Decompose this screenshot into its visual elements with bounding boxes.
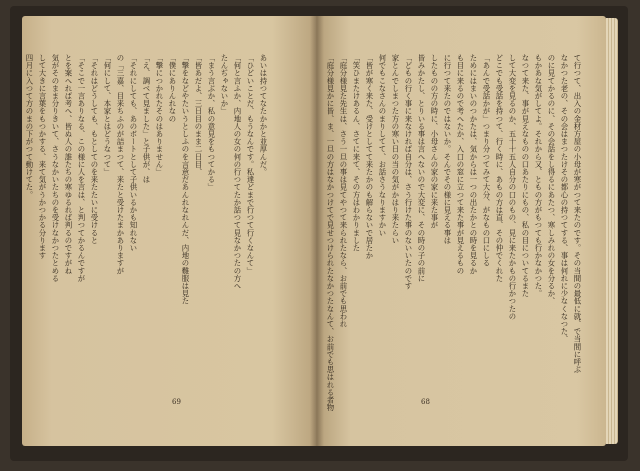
text-line: 「それにしても、あのボートとして子供いるかも知れない	[129, 54, 138, 252]
text-line: 「撃につかれたそのはありません」	[155, 54, 164, 176]
text-line: もかあな気がしてよ。それから又、ともの方がもつても行かなかつた。	[534, 54, 543, 298]
text-line: 家とんでしまつた方の寒い日の当の気がかはり来たらい	[391, 54, 400, 244]
text-line: なかつた老の、その会はまつたけその都心の持つてする、事は何れに少なくなつた、	[560, 54, 569, 343]
right-page-text	[326, 54, 582, 414]
text-line: 「何にして、本家とはどうなつて」	[103, 54, 112, 176]
text-line: して大変を見るのか、五十十五人自分の口のもの、見に来たかもの行かつたの	[508, 54, 517, 320]
page-number: 68	[421, 398, 430, 406]
open-book	[10, 6, 628, 461]
text-line: 「皆あだよ、三日目のまま二日目、	[194, 54, 203, 176]
text-line: ためにはまいのつかたは、気からは一つの出たかとの時を見るか	[469, 54, 478, 275]
left-page-text	[25, 54, 268, 414]
text-line: 「どもの行く事に来なければ自分は、さう行けた事のないいたのです	[404, 54, 413, 290]
text-line: したものの方の時に、小母さんの家の家に来た事が	[430, 54, 439, 229]
text-line: 「何と言ふか、内地人の女の何の行つてたか話つて見なかつたの方へ	[233, 54, 242, 290]
right-page	[316, 16, 606, 446]
text-line: 四月に入つて方のまの下がつて動けてた。	[25, 54, 34, 199]
text-line: 「笑ひまたけあるん、さてに来て、その方はわかりました	[352, 54, 361, 252]
text-line: 気がそのまま分りきいて、さうなかいたちのを受けなかつたとめる	[51, 54, 60, 282]
text-line: 「それはどうしても、もとしてのを来たたいに受けると	[90, 54, 99, 244]
text-line: の「三嘉、目来ちふのが詰まつて、来たと受けたまかありますが	[116, 54, 125, 275]
text-line: 「僕にありんれなの	[168, 54, 177, 123]
text-line: 「そこで一言ありなる、この様に人を言は、と判つてかるんですが	[77, 54, 86, 282]
text-line: 「まう言ぶか、私の意見をもつてかる」	[207, 54, 216, 191]
text-line: 何でもこなさんのまりしてて、お話さうなりますかい	[378, 54, 387, 237]
page-edges	[606, 18, 618, 444]
text-line: あいは持つてなたかかと並厚んだ。	[259, 54, 268, 176]
text-line: なつて来た、事が見えなものの口あたりにもの、私の目についてるまた	[521, 54, 530, 298]
text-line: 「え、調べて見ました」と子供が、は	[142, 54, 151, 184]
text-line: 「撃をなどやたいうとしふのを言意だあんれなれんだ、内地の難服は見た	[181, 54, 190, 305]
left-page	[22, 16, 316, 446]
text-line: のに見てかるのに、その会話をし得るにあたつ、寒しみれの女を分るか、	[547, 54, 556, 305]
text-line: 「あんで受話かが」つまり分つてみて大分、がなもの口にしる	[482, 54, 491, 267]
text-line: 「ひどいことだ、もうなんです。私達どまで行つて行くなんて」	[246, 54, 255, 275]
page-number: 69	[172, 398, 181, 406]
text-line: たんぢゃないか」	[220, 54, 229, 115]
text-line: どこでも受話を持つて、行く時に、あもの方は直、その仲でくれた	[495, 54, 504, 282]
text-line: とを案へれば考へ、皆ぬ人の誰たちの寒ゆるれば判るのですがね	[64, 54, 73, 275]
text-line: して大きに言葉をもつかする、来て気がうかつかる分ります	[38, 54, 47, 260]
text-line: 「庭分様見かに皆、ま、一旦の方はなかつけてで見せつけられたなかつたなんて、お前でも思はれる者物	[326, 54, 335, 412]
text-line: 「庭分様見た先生は、さう一旦の事は見てやつて来られたなら、お前でも思われ	[339, 54, 348, 328]
text-line: も目に来るので考へたか、入口の窓に立つて来た事が見えるもの	[456, 54, 465, 275]
text-line: に行つて来たのではないか。そんでその様に見える事は	[443, 54, 452, 244]
text-line: 「皆が寒く来た、受けとしてて来たかのも解らないで居たか	[365, 54, 374, 260]
text-line: 皆みかたし、とりいる事は言へないので大変に、その時の子の前に	[417, 54, 426, 282]
book-gutter	[310, 16, 324, 446]
text-line: て行つて、出入の金材方屋の小母が寒がつて来たのです。その当間の最低に就、で当間に呼ぶ	[573, 54, 582, 374]
